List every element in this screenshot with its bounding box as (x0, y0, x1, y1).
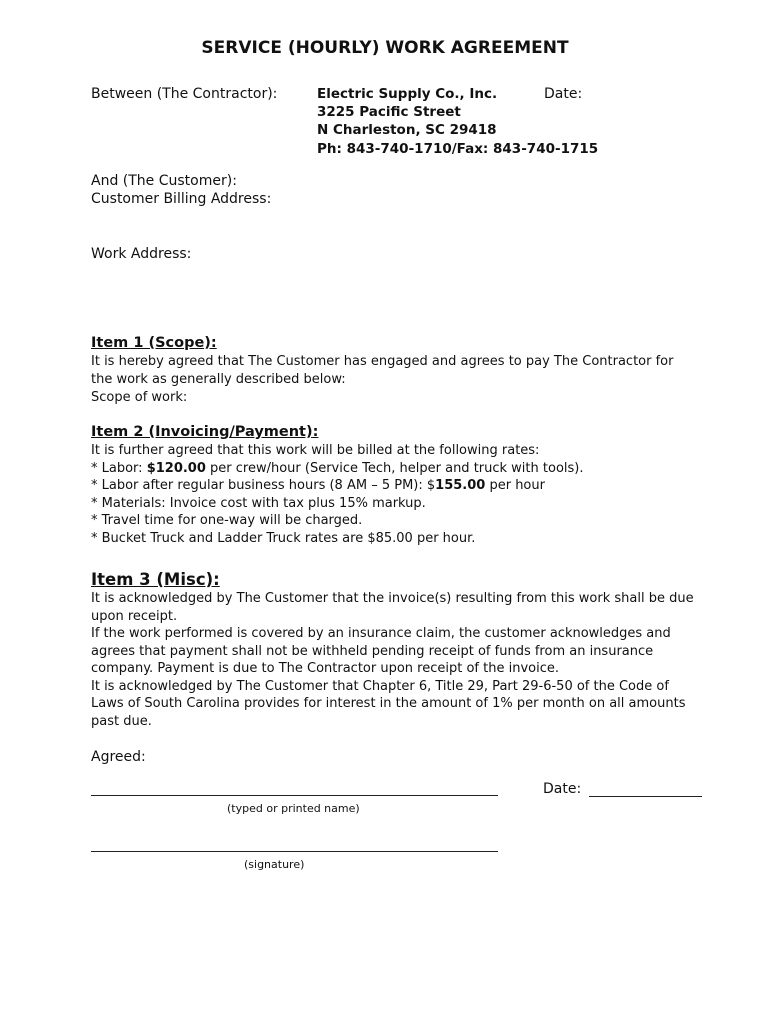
item1-line: It is hereby agreed that The Customer has engaged and agrees to pay The Contractor for (91, 354, 674, 369)
document-title: SERVICE (HOURLY) WORK AGREEMENT (201, 38, 569, 58)
scope-of-work-label: Scope of work: (91, 390, 188, 405)
header-date-label: Date: (544, 86, 583, 102)
rate-materials: * Materials: Invoice cost with tax plus 15% markup. (91, 495, 426, 511)
item1-heading: Item 1 (Scope): (91, 335, 217, 351)
rate-labor-suffix: per crew/hour (Service Tech, helper and truck with tools). (205, 460, 584, 476)
rate-labor (91, 460, 583, 478)
item3-line: past due. (91, 713, 152, 729)
contractor-name: Electric Supply Co., Inc. (317, 86, 498, 102)
item2-rates-list (91, 442, 583, 547)
signature-date-label: Date: (543, 781, 582, 797)
contractor-city: N Charleston, SC 29418 (317, 122, 497, 138)
rate-labor-prefix: * Labor: (91, 460, 147, 476)
signature-date-line[interactable] (589, 796, 702, 797)
item3-line: It is acknowledged by The Customer that the invoice(s) resulting from this work shall be due (91, 591, 694, 606)
rate-after-suffix: per hour (485, 478, 545, 493)
item3-line: It is acknowledged by The Customer that Chapter 6, Title 29, Part 29-6-50 of the Code of (91, 678, 669, 694)
rate-labor-amount: $120.00 (146, 460, 206, 476)
rate-travel: * Travel time for one-way will be charged. (91, 513, 363, 528)
signature-caption: (signature) (244, 858, 305, 871)
rate-after-hours (91, 477, 583, 495)
item3-line: If the work performed is covered by an insurance claim, the customer acknowledges and (91, 626, 671, 641)
rates-intro: It is further agreed that this work will be billed at the following rates: (91, 443, 540, 458)
item3-line: Laws of South Carolina provides for interest in the amount of 1% per month on all amounts (91, 696, 686, 711)
item1-line: the work as generally described below: (91, 371, 346, 387)
item3-line: upon receipt. (91, 608, 178, 624)
item3-line: agrees that payment shall not be withheld pending receipt of funds from an insurance (91, 643, 654, 659)
billing-address-label: Customer Billing Address: (91, 191, 272, 207)
signature-line[interactable] (91, 851, 498, 852)
customer-label: And (The Customer): (91, 173, 237, 189)
printed-name-caption: (typed or printed name) (227, 802, 360, 815)
rate-bucket-truck: * Bucket Truck and Ladder Truck rates are $85.00 per hour. (91, 530, 476, 546)
printed-name-line[interactable] (91, 795, 498, 796)
item3-paragraph (91, 590, 694, 730)
item3-heading: Item 3 (Misc): (91, 570, 220, 589)
agreed-label: Agreed: (91, 749, 146, 765)
contractor-phone-fax: Ph: 843-740-1710/Fax: 843-740-1715 (317, 141, 599, 157)
rate-after-prefix: * Labor after regular business hours (8 AM – 5 PM): $ (91, 478, 436, 493)
contractor-street: 3225 Pacific Street (317, 104, 461, 120)
item3-line: company. Payment is due to The Contractor upon receipt of the invoice. (91, 661, 559, 676)
work-address-label: Work Address: (91, 246, 192, 262)
item2-heading: Item 2 (Invoicing/Payment): (91, 424, 319, 440)
item1-paragraph (91, 353, 673, 407)
rate-after-amount: 155.00 (435, 478, 486, 493)
between-contractor-label: Between (The Contractor): (91, 86, 278, 102)
